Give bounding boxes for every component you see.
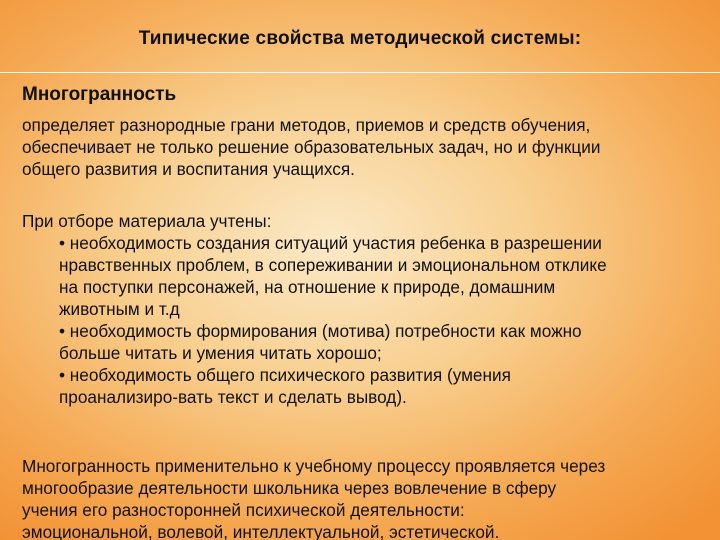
list-item-line: • необходимость создания ситуаций участия ребенка в разрешении <box>59 233 602 253</box>
slide-title: Типические свойства методической системы: <box>138 28 582 49</box>
list-item-line: • необходимость формирования (мотива) потребности как можно <box>59 321 582 341</box>
paragraph-line: определяет разнородные грани методов, приемов и средств обучения, <box>22 115 591 135</box>
criteria-list <box>22 232 712 408</box>
criteria-intro: При отборе материала учтены: <box>22 211 272 231</box>
list-item-line: больше читать и умения читать хорошо; <box>59 343 382 363</box>
list-item-line: • необходимость общего психического развития (умения <box>59 365 511 385</box>
summary-paragraph <box>22 455 712 540</box>
section-heading: Многогранность <box>22 84 177 105</box>
paragraph-line: Многогранность применительно к учебному процессу проявляется через <box>22 456 606 476</box>
list-item-line: нравственных проблем, в сопереживании и эмоциональном отклике <box>59 255 607 275</box>
paragraph-line: эмоциональной, волевой, интеллектуальной, эстетической. <box>22 522 500 540</box>
selection-criteria <box>22 210 712 408</box>
paragraph-line: многообразие деятельности школьника через вовлечение в сферу <box>22 478 557 498</box>
paragraph-line: учения его разносторонней психической деятельности: <box>22 500 465 520</box>
paragraph-line: обеспечивает не только решение образовательных задач, но и функции <box>22 137 601 157</box>
title-divider <box>0 72 720 73</box>
list-item-line: на поступки персонажей, на отношение к природе, домашним <box>59 277 556 297</box>
list-item-line: проанализиро-вать текст и сделать вывод). <box>59 387 407 407</box>
list-item-line: животным и т.д <box>59 299 180 319</box>
paragraph-line: общего развития и воспитания учащихся. <box>22 159 355 179</box>
definition-paragraph <box>22 114 712 180</box>
